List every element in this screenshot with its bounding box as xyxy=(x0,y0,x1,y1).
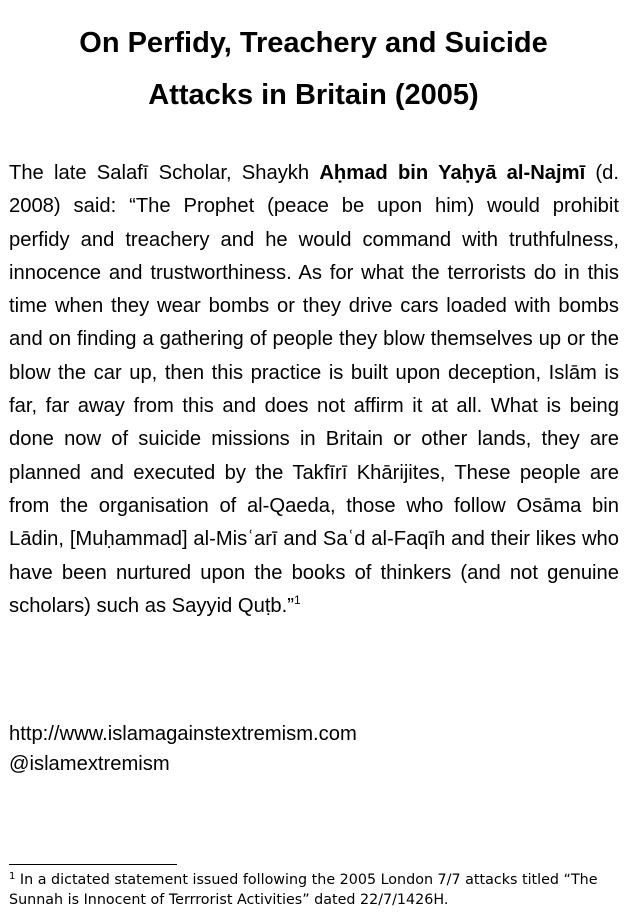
page-title xyxy=(0,17,627,121)
title-line-2: Attacks in Britain (2005) xyxy=(148,79,479,111)
footnote-text: In a dictated statement issued following the 2005 London 7/7 attacks titled “The Sunnah is Innocent of Terrrorist Activities” dated 22/7/1426H. xyxy=(9,872,598,908)
intro-text: The late Salafī Scholar, Shaykh xyxy=(9,162,320,184)
footnote-reference[interactable]: 1 xyxy=(293,592,301,607)
title-line-1: On Perfidy, Treachery and Suicide xyxy=(79,27,548,59)
footnote-divider xyxy=(9,864,177,865)
scholar-name: Aḥmad bin Yaḥyā al-Najmī xyxy=(319,162,586,184)
quote-text: (d. 2008) said: “The Prophet (peace be upon him) would prohibit perfidy and treachery and he would command with truthfulness, innocence and trustworthiness. As for what the terrorists do in this time when they wear bombs or they drive cars loaded with bombs and on finding a gathering of people they blow themselves up or the blow the car up, then this practice is built upon deception, Islām is far, far away from this and does not affirm it at all. What is being done now of suicide missions in Britain or other lands, they are planned and executed by the Takfīrī Khārijites, These people are from the organisation of al-Qaeda, those who follow Osāma bin Lādin, [Muḥammad] al-Misʿarī and Saʿd al-Faqīh and their likes who have been nurtured upon the books of thinkers (and not genuine scholars) such as Sayyid Quṭb.” xyxy=(9,162,619,617)
footnote-number: 1 xyxy=(9,871,16,882)
quote-paragraph xyxy=(9,157,619,623)
footnote xyxy=(9,870,619,910)
social-handle[interactable]: @islamextremism xyxy=(9,753,170,775)
website-link[interactable]: http://www.islamagainstextremism.com xyxy=(9,723,357,745)
contact-links xyxy=(9,719,609,779)
